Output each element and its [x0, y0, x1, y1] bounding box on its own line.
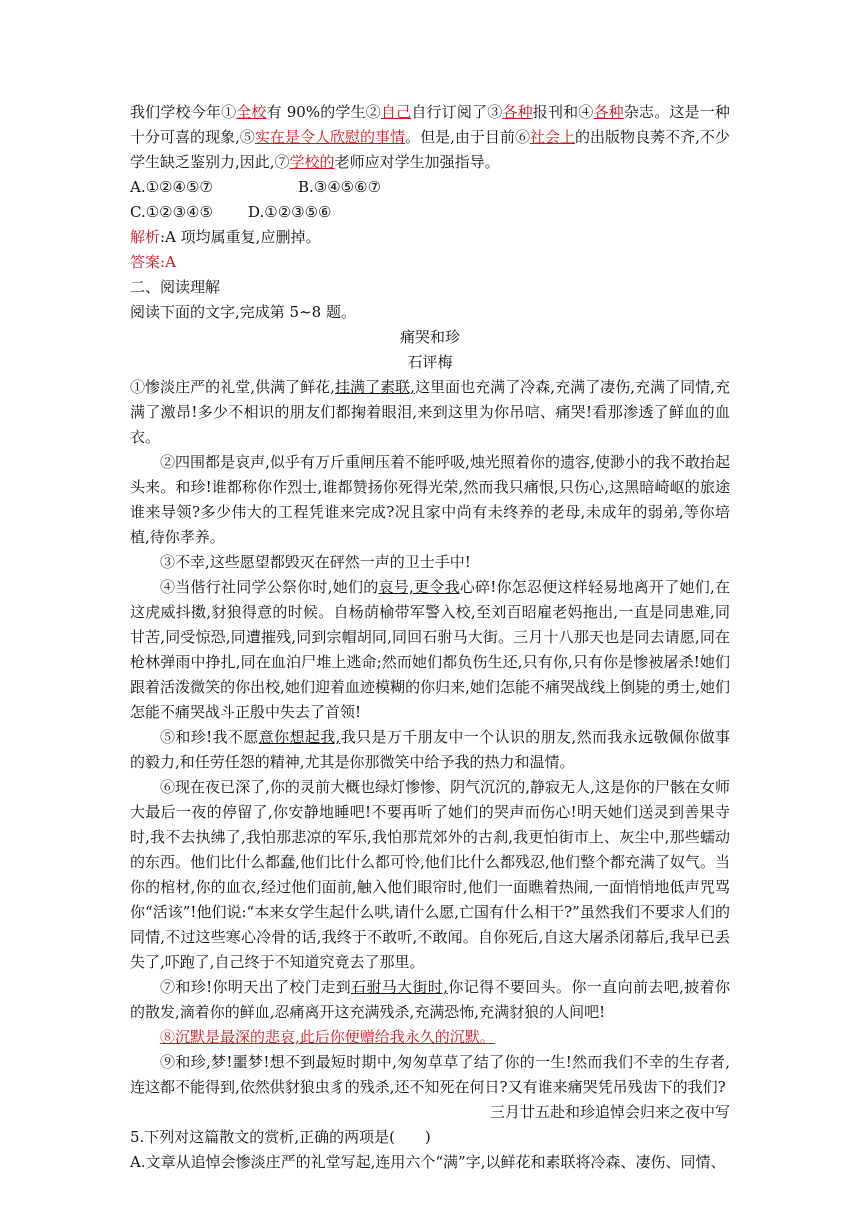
essay-paragraph-6: ⑥现在夜已深了,你的灵前大概也绿灯惨惨、阴气沉沉的,静寂无人,这是你的尸骸在女师大最后一夜的停留了,你安静地睡吧!不要再听了她们的哭声而伤心!明天她们送灵到善果寺时,我不去执绋了,我怕那悲凉的军乐,我怕那荒郊外的古刹,我更怕街市上、灰尘中,那些蠕动的东西。他们比什么都蠢,他们比什么都可怜,他们比什么都残忍,他们整个都充满了奴气。当你的棺材,你的血衣,经过他们面前,触入他们眼帘时,他们一面瞧着热闹,一面悄悄地低声咒骂你“活该”!他们说:“本来女学生起什么哄,请什么愿,亡国有什么相干?”虽然我们不要求人们的同情,不过这些寒心冷骨的话,我终于不敢听,不敢闻。自你死后,自这大屠杀闭幕后,我早已丢失了,吓跑了,自己终于不知道究竟去了那里。 [130, 778, 730, 971]
section-heading: 二、阅读理解 [130, 278, 221, 296]
essay-paragraph-9: ⑨和珍,梦!噩梦!想不到最短时期中,匆匆草草了结了你的一生!然而我们不幸的生存者,连这都不能得到,依然供豺狼虫豸的残杀,还不知死在何日?又有谁来痛哭凭吊残齿下的我们? [130, 1053, 730, 1096]
essay-paragraph-4: ④当偕行社同学公祭你时,她们的哀号,更令我心碎!你怎忍便这样轻易地离开了她们,在这虎威抖擞,豺狼得意的时候。自杨荫榆带军警入校,至刘百昭雇老妈拖出,一直是同患难,同甘苦,同受惊恐,同遭摧残,同到宗帽胡同,同回石驸马大街。三月十八那天也是同去请愿,同在枪林弹雨中挣扎,同在血泊尸堆上逃命;然而她们都负伤生还,只有你,只有你是惨被屠杀!她们跟着活泼微笑的你出校,她们迎着血迹模糊的你归来,她们怎能不痛哭战线上倒毙的勇士,她们怎能不痛哭战斗正殷中失去了首领! [130, 578, 730, 721]
underlined-phrase: 挂满了素联, [334, 378, 415, 396]
marked-phrase-6: 社会上 [529, 128, 576, 146]
essay-paragraph-1: ①惨淡庄严的礼堂,供满了鲜花,挂满了素联,这里面也充满了冷森,充满了凄伤,充满了同情,充满了激昂!多少不相识的朋友们都掬着眼泪,来到这里为你吊唁、痛哭!看那渗透了鲜血的血衣。 [130, 378, 730, 446]
marked-phrase-3: 各种 [502, 103, 533, 121]
q5-option-a: A.文章从追悼会惨淡庄严的礼堂写起,连用六个“满”字,以鲜花和素联将冷森、凄伤、同情、 [130, 1153, 726, 1171]
analysis-label: 解析 [130, 228, 161, 246]
q4-option-b: B.③④⑤⑥⑦ [298, 178, 382, 196]
q4-sentence: 我们学校今年①全校有 90%的学生②自己自行订阅了③各种报刊和④各种杂志。这是一种十分可喜的现象,⑤实在是令人欣慰的事情。但是,由于目前⑥社会上的出版物良莠不齐,不少学生缺乏鉴别力,因此,⑦学校的老师应对学生加强指导。 [130, 103, 730, 171]
essay-paragraph-8: ⑧沉默是最深的悲哀,此后你便赠给我永久的沉默。 [160, 1028, 495, 1046]
marked-phrase-2: 自己 [380, 103, 412, 121]
q4-options-row-1 [130, 175, 730, 200]
answer-label: 答案 [130, 253, 161, 271]
q4-option-c: C.①②③④⑤ [130, 203, 213, 221]
q5-stem: 5.下列对这篇散文的赏析,正确的两项是( ) [130, 1128, 431, 1146]
underlined-phrase: 意你想起我, [258, 728, 341, 746]
q4-answer: 答案:A [130, 253, 176, 271]
q4-analysis: 解析:A 项均属重复,应删掉。 [130, 228, 321, 246]
essay-paragraph-7: ⑦和珍!你明天出了校门走到石驸马大街时,你记得不要回头。你一直向前去吧,披着你的散发,滴着你的鲜血,忍痛离开这充满残杀,充满恐怖,充满豺狼的人间吧! [130, 978, 730, 1021]
essay-paragraph-2: ②四围都是哀声,似乎有万斤重闸压着不能呼吸,烛光照着你的遗容,使渺小的我不敢抬起头来。和珍!谁都称你作烈士,谁都赞扬你死得光荣,然而我只痛恨,只伤心,这黑暗崎岖的旅途谁来导领?多少伟大的工程凭谁来完成?况且家中尚有未终养的老母,未成年的弱弟,等你培植,待你孝养。 [130, 453, 730, 546]
section-instruction: 阅读下面的文字,完成第 5~8 题。 [130, 303, 356, 321]
essay-paragraph-5: ⑤和珍!我不愿意你想起我,我只是万千朋友中一个认识的朋友,然而我永远敬佩你做事的毅力,和任劳任怨的精神,尤其是你那微笑中给予我的热力和温情。 [130, 728, 730, 771]
essay-paragraph-3: ③不幸,这些愿望都毁灭在砰然一声的卫士手中! [160, 553, 471, 571]
underlined-phrase: 石驸马大街时, [350, 978, 449, 996]
q4-options-row-2 [130, 200, 730, 225]
marked-phrase-4: 各种 [593, 103, 624, 121]
marked-phrase-5: 实在是令人欣慰的事情 [254, 128, 406, 146]
marked-phrase-1: 全校 [236, 103, 267, 121]
essay-author: 石评梅 [407, 353, 453, 371]
q4-option-d: D.①②③⑤⑥ [248, 203, 332, 221]
essay-signature: 三月廿五赴和珍追悼会归来之夜中写 [489, 1103, 730, 1121]
underlined-phrase: 哀号,更令我 [378, 578, 460, 596]
marked-phrase-7: 学校的 [289, 153, 335, 171]
document-page [130, 100, 730, 1175]
essay-title: 痛哭和珍 [399, 328, 460, 346]
q4-option-a: A.①②④⑤⑦ [130, 178, 213, 196]
